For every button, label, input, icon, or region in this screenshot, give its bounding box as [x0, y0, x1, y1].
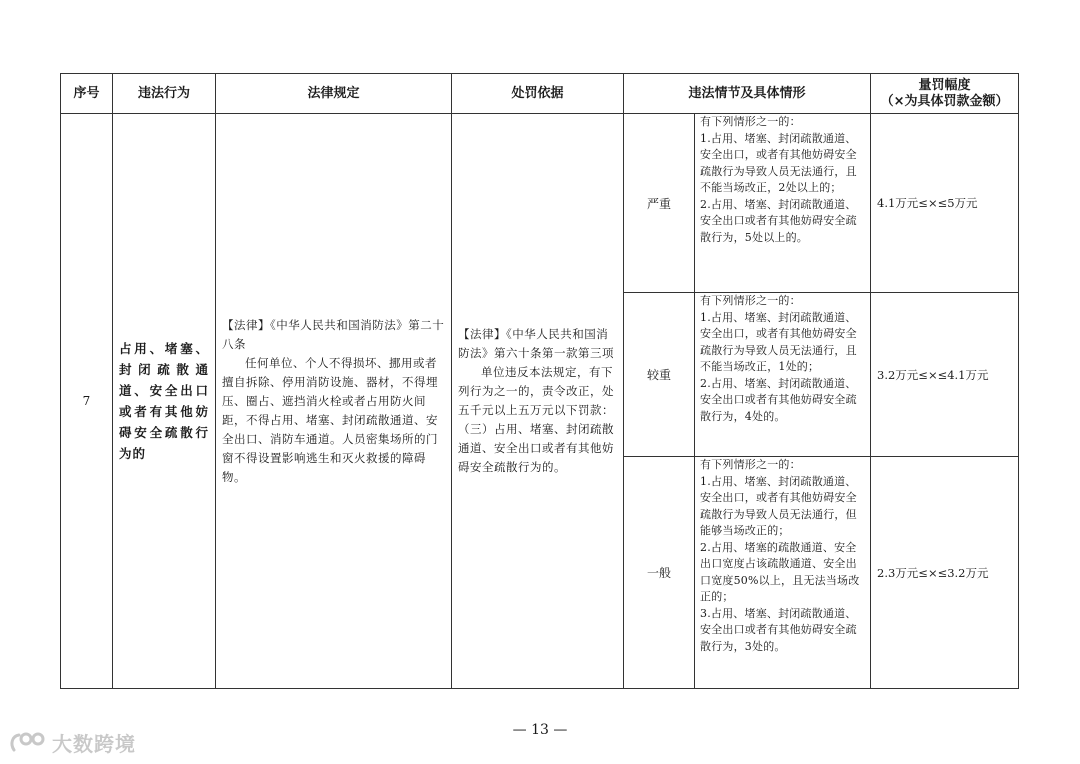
header-range-line2: （×为具体罚款金额）: [880, 93, 1009, 109]
level-label-general: 一般: [624, 457, 695, 689]
header-range: [871, 74, 1019, 114]
header-circumstances: 违法情节及具体情形: [624, 74, 871, 114]
header-seq: 序号: [61, 74, 113, 114]
row-law: [216, 114, 452, 689]
level-label-serious: 较重: [624, 293, 695, 457]
table-row: [61, 114, 1019, 293]
level-detail-text: 有下列情形之一的： 1.占用、堵塞、封闭疏散通道、安全出口，或者有其他妨碍安全疏散行为导致人员无法通行，且不能当场改正，1处的； 2.占用、堵塞、封闭疏散通道、安全出口或者有其他妨碍安全疏散行为，4处的。: [700, 294, 857, 423]
row-behavior: 占用、堵塞、封闭疏散通道、安全出口或者有其他妨碍安全疏散行为的: [113, 114, 216, 689]
header-basis: 处罚依据: [452, 74, 624, 114]
watermark-text: 大数跨境: [52, 732, 136, 756]
law-title: 【法律】《中华人民共和国消防法》第二十八条: [222, 317, 445, 351]
table-header-row: [61, 74, 1019, 114]
level-detail-general: [695, 457, 871, 689]
level-detail-severe: [695, 114, 871, 293]
level-range-serious: 3.2万元≤×≤4.1万元: [871, 293, 1019, 457]
row-seq: 7: [61, 114, 113, 689]
basis-title: 【法律】《中华人民共和国消防法》第六十条第一款第三项: [458, 327, 614, 360]
header-range-line1: 量罚幅度: [918, 77, 971, 93]
penalty-table: [60, 73, 1019, 689]
basis-body: 单位违反本法规定，有下列行为之一的，责令改正，处五千元以上五万元以下罚款：: [458, 365, 614, 417]
page-number: — 13 —: [512, 722, 568, 738]
level-range-severe: 4.1万元≤×≤5万元: [871, 114, 1019, 293]
header-behavior: 违法行为: [113, 74, 216, 114]
level-label-severe: 严重: [624, 114, 695, 293]
basis-item: （三）占用、堵塞、封闭疏散通道、安全出口或者有其他妨碍安全疏散行为的。: [458, 422, 614, 474]
logo-icon: [8, 730, 48, 756]
level-detail-text: 有下列情形之一的： 1.占用、堵塞、封闭疏散通道、安全出口，或者有其他妨碍安全疏散行为导致人员无法通行，但能够当场改正的； 2.占用、堵塞的疏散通道、安全出口宽度占该疏散通道、安全出口宽度50%以上，且无法当场改正的； 3.占用、堵塞、封闭疏散通道、安全出口或者有其他妨碍安全疏散行为，3处的。: [700, 458, 860, 653]
watermark: [8, 728, 136, 757]
level-detail-serious: [695, 293, 871, 457]
header-law: 法律规定: [216, 74, 452, 114]
level-detail-text: 有下列情形之一的： 1.占用、堵塞、封闭疏散通道、安全出口，或者有其他妨碍安全疏散行为导致人员无法通行，且不能当场改正，2处以上的； 2.占用、堵塞、封闭疏散通道、安全出口或者有其他妨碍安全疏散行为，5处以上的。: [700, 115, 857, 244]
law-body: 任何单位、个人不得损坏、挪用或者擅自拆除、停用消防设施、器材，不得埋压、圈占、遮挡消火栓或者占用防火间距，不得占用、堵塞、封闭疏散通道、安全出口、消防车通道。人员密集场所的门窗不得设置影响逃生和灭火救援的障碍物。: [222, 355, 438, 484]
level-range-general: 2.3万元≤×≤3.2万元: [871, 457, 1019, 689]
row-basis: [452, 114, 624, 689]
